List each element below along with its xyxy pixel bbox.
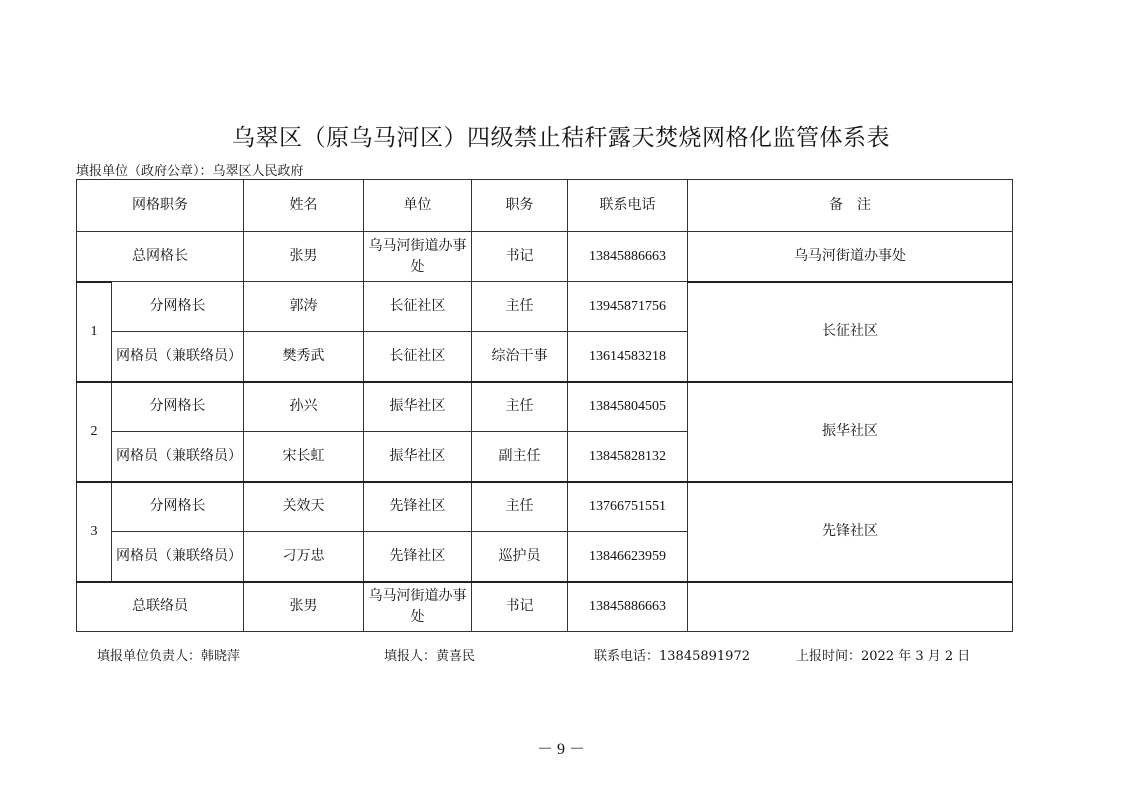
- table-row: [77, 232, 1013, 282]
- cell-duty: 综治干事: [472, 332, 568, 382]
- header-role: 网格职务: [77, 180, 244, 232]
- cell-duty: 书记: [472, 232, 568, 282]
- cell-name: 孙兴: [244, 382, 364, 432]
- table-header-row: [77, 180, 1013, 232]
- cell-role: 分网格长: [112, 282, 244, 332]
- cell-name: 宋长虹: [244, 432, 364, 482]
- cell-phone: 13845886663: [568, 232, 688, 282]
- cell-role: 分网格长: [112, 482, 244, 532]
- group-index: 1: [77, 282, 112, 382]
- cell-remark: 乌马河街道办事处: [688, 232, 1013, 282]
- cell-unit: 振华社区: [364, 432, 472, 482]
- cell-phone: 13845804505: [568, 382, 688, 432]
- footer-phone: 联系电话：13845891972: [594, 649, 750, 664]
- cell-phone: 13614583218: [568, 332, 688, 382]
- header-name: 姓名: [244, 180, 364, 232]
- group-index: 3: [77, 482, 112, 582]
- cell-name: 张男: [244, 582, 364, 632]
- cell-duty: 主任: [472, 382, 568, 432]
- table-row: [77, 482, 1013, 532]
- header-phone: 联系电话: [568, 180, 688, 232]
- table-row: [77, 282, 1013, 332]
- reporting-unit: 填报单位（政府公章）：乌翠区人民政府: [76, 164, 304, 179]
- group-remark: 振华社区: [688, 382, 1013, 482]
- cell-phone: 13845886663: [568, 582, 688, 632]
- cell-phone: 13846623959: [568, 532, 688, 582]
- footer-date: 上报时间：2022 年 3 月 2 日: [796, 649, 971, 664]
- cell-name: 郭涛: [244, 282, 364, 332]
- cell-duty: 副主任: [472, 432, 568, 482]
- group-remark: 先锋社区: [688, 482, 1013, 582]
- cell-role: 总联络员: [77, 582, 244, 632]
- cell-role: 总网格长: [77, 232, 244, 282]
- cell-role: 网格员（兼联络员）: [112, 432, 244, 482]
- cell-role: 网格员（兼联络员）: [112, 332, 244, 382]
- grid-supervision-table: [76, 179, 1013, 632]
- cell-duty: 巡护员: [472, 532, 568, 582]
- cell-unit: 长征社区: [364, 332, 472, 382]
- cell-name: 刁万忠: [244, 532, 364, 582]
- cell-unit: 先锋社区: [364, 532, 472, 582]
- cell-unit: 乌马河街道办事处: [364, 232, 472, 282]
- cell-unit: 长征社区: [364, 282, 472, 332]
- cell-phone: 13766751551: [568, 482, 688, 532]
- header-remark: 备 注: [688, 180, 1013, 232]
- cell-unit: 乌马河街道办事处: [364, 582, 472, 632]
- cell-duty: 书记: [472, 582, 568, 632]
- footer-responsible: 填报单位负责人：韩晓萍: [97, 649, 241, 664]
- table-row: [77, 582, 1013, 632]
- cell-role: 网格员（兼联络员）: [112, 532, 244, 582]
- footer-filler: 填报人：黄喜民: [384, 649, 476, 664]
- cell-duty: 主任: [472, 282, 568, 332]
- cell-unit: 振华社区: [364, 382, 472, 432]
- cell-remark: [688, 582, 1013, 632]
- cell-name: 关效天: [244, 482, 364, 532]
- cell-name: 樊秀武: [244, 332, 364, 382]
- cell-duty: 主任: [472, 482, 568, 532]
- page-number: － 9 －: [536, 741, 585, 758]
- header-duty: 职务: [472, 180, 568, 232]
- cell-unit: 先锋社区: [364, 482, 472, 532]
- header-unit: 单位: [364, 180, 472, 232]
- cell-name: 张男: [244, 232, 364, 282]
- cell-phone: 13845828132: [568, 432, 688, 482]
- document-title: 乌翠区（原乌马河区）四级禁止秸秆露天焚烧网格化监管体系表: [232, 125, 890, 151]
- cell-role: 分网格长: [112, 382, 244, 432]
- group-remark: 长征社区: [688, 282, 1013, 382]
- cell-phone: 13945871756: [568, 282, 688, 332]
- group-index: 2: [77, 382, 112, 482]
- table-row: [77, 382, 1013, 432]
